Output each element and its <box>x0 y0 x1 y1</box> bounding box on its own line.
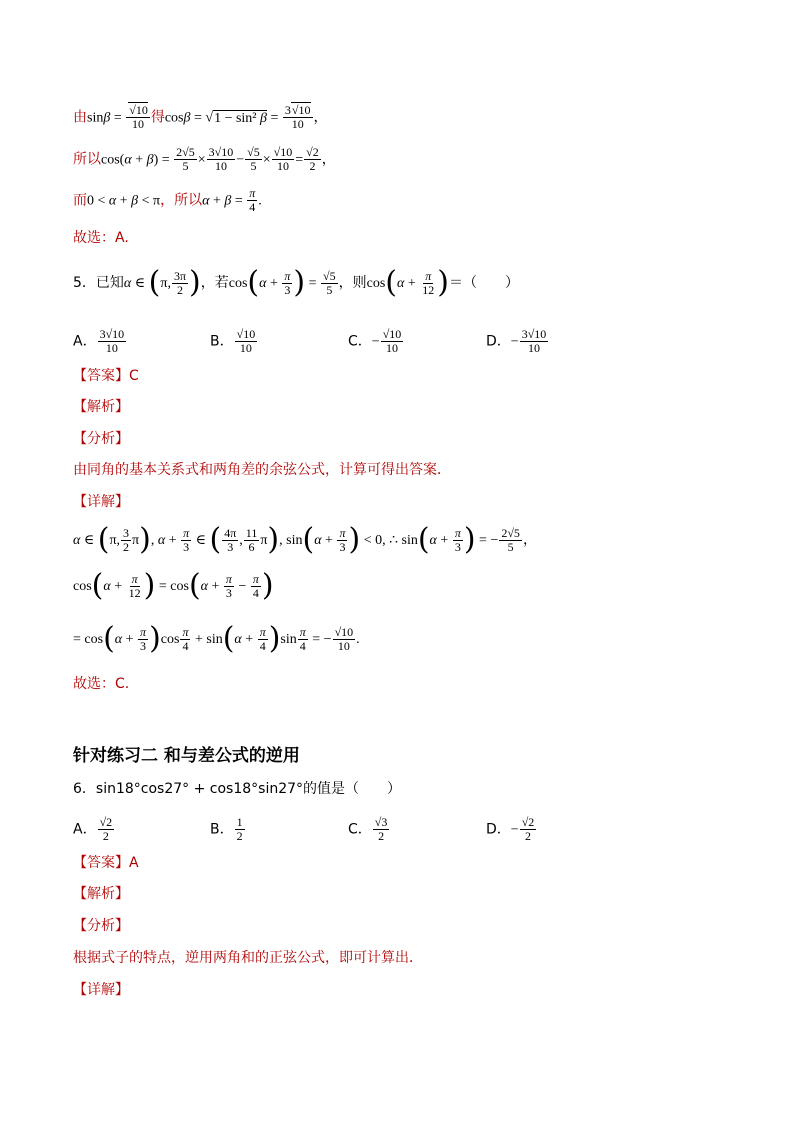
q6-jiexi-label: 【解析】 <box>73 886 129 902</box>
q5-detail-line-1: α ∈ (π, $\frac{3}{2}$ π), α + $\frac{\pi}{3}$ ∈ ( $\frac{4\pi}{3}$ , $\frac{11}{6}$ π), sin(α + $\frac{\pi}{3}$ ) < 0, ∴ sin(α + $\frac{\pi}{3}$ ) = − $\frac{2√5}{5}$ ， <box>73 522 537 557</box>
q5-answer: 【答案】C <box>73 368 139 384</box>
prev-line-1: 由sinβ = $\frac{√10}{10}$ 得cosβ = √1 − sin² β = $\frac{3√10}{10}$ ， <box>73 103 328 131</box>
prev-line-3: 而0 < α + β < π，所以α + β = $\frac{\pi}{4}$ . <box>73 186 262 214</box>
q6-stem: 6．sin18°cos27° + cos18°sin27°的值是（ ） <box>73 781 402 797</box>
section-title: 针对练习二 和与差公式的逆用 <box>73 746 300 766</box>
q5-analysis: 由同角的基本关系式和两角差的余弦公式，计算可得出答案． <box>73 462 451 478</box>
q5-option-a[interactable]: A． $\frac{3√10}{10}$ <box>73 327 125 355</box>
q6-option-d[interactable]: D．− $\frac{√2}{2}$ <box>486 815 535 843</box>
prev-conclusion: 故选：A. <box>73 230 129 246</box>
q6-option-c[interactable]: C． $\frac{√3}{2}$ <box>348 815 388 843</box>
q6-answer: 【答案】A <box>73 855 139 871</box>
q5-jiexi-label: 【解析】 <box>73 399 129 415</box>
q5-xiangjie-label: 【详解】 <box>73 494 129 510</box>
q5-conclusion: 故选：C. <box>73 676 130 692</box>
q6-fenxi-label: 【分析】 <box>73 918 129 934</box>
q5-detail-line-3: = cos(α + $\frac{\pi}{3}$ )cos $\frac{\pi}{4}$ + sin(α + $\frac{\pi}{4}$ )sin $\frac{\pi}{4}$ = − $\frac{√10}{10}$ . <box>73 621 360 656</box>
prev-line-2: 所以cos(α + β) = $\frac{2√5}{5}$ × $\frac{3√10}{10}$ − $\frac{√5}{5}$ × $\frac{√10}{10}$ = $\frac{√2}{2}$ ， <box>73 145 336 173</box>
q5-option-b[interactable]: B． $\frac{√10}{10}$ <box>210 327 256 355</box>
q5-option-d[interactable]: D．− $\frac{3√10}{10}$ <box>486 327 547 355</box>
q5-stem: 5．已知α ∈ (π, $\frac{3\pi}{2}$ )，若cos(α + $\frac{\pi}{3}$ ) = $\frac{√5}{5}$ ，则cos(α + $\frac{\pi}{12}$ )＝（ ） <box>73 265 519 300</box>
q6-option-a[interactable]: A． $\frac{√2}{2}$ <box>73 815 113 843</box>
q5-option-c[interactable]: C．− $\frac{√10}{10}$ <box>348 327 402 355</box>
q6-analysis: 根据式子的特点，逆用两角和的正弦公式，即可计算出． <box>73 950 423 966</box>
q5-detail-line-2: cos(α + $\frac{\pi}{12}$ ) = cos(α + $\frac{\pi}{3}$ − $\frac{\pi}{4}$ ) <box>73 568 274 603</box>
q6-option-b[interactable]: B． $\frac{1}{2}$ <box>210 815 243 843</box>
q6-xiangjie-label: 【详解】 <box>73 982 129 998</box>
q5-fenxi-label: 【分析】 <box>73 431 129 447</box>
